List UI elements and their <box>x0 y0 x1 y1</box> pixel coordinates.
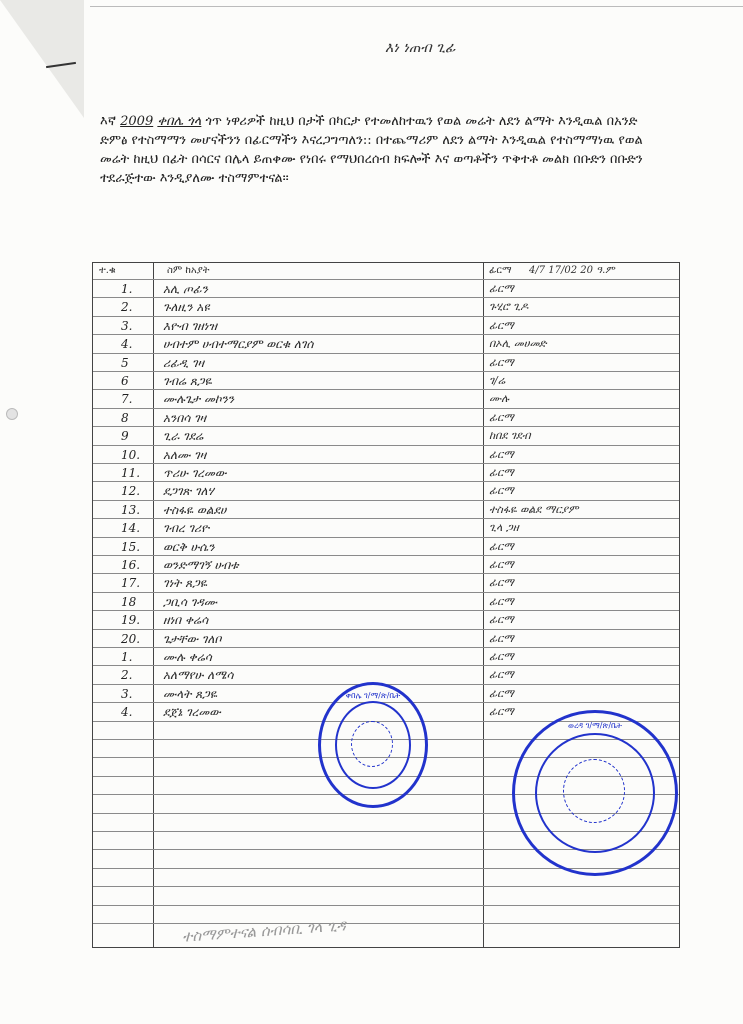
row-signature: ፊርማ <box>489 410 514 424</box>
row-number: 20. <box>121 631 141 646</box>
punch-hole <box>6 408 18 420</box>
table-row <box>93 428 679 446</box>
table-row <box>93 281 679 299</box>
ruled-line <box>93 905 679 906</box>
row-number: 4. <box>121 337 133 352</box>
paragraph-fill-kebele: ቀበሌ ጎላ <box>157 114 202 129</box>
row-signature: ፊርማ <box>489 484 514 498</box>
row-signature: ገ/ሬ <box>489 374 506 387</box>
table-row <box>93 391 679 409</box>
official-stamp-right <box>512 710 678 876</box>
row-name: ወርቅ ሁሴን <box>163 539 215 554</box>
row-number: 18 <box>121 594 137 609</box>
table-row <box>93 318 679 336</box>
row-name: ወንድማገኝ ሀብቱ <box>163 558 239 572</box>
row-signature: በኦሊ መሀመድ <box>489 337 547 351</box>
page-top-edge <box>90 6 743 7</box>
row-name: ሀብተም ሀብተማርያም ወርቁ ለገሰ <box>163 337 314 352</box>
row-name: ገብረ ገሪዮ <box>163 521 210 536</box>
header-handwritten-note: እነ ነጠብ ጊፊ <box>385 40 456 56</box>
row-number: 1. <box>121 650 133 664</box>
row-number: 3. <box>121 686 133 701</box>
stamp-text: ቀበሌ ገ/ማ/ጽ/ቤት <box>345 691 401 700</box>
agreement-paragraph <box>100 112 660 188</box>
row-name: ጌታቸው ገለቦ <box>163 631 222 646</box>
official-stamp-left <box>318 682 428 808</box>
table-row <box>93 502 679 520</box>
row-name: ጥሪሁ ገረመው <box>163 466 227 480</box>
row-signature: ፊርማ <box>489 613 514 627</box>
row-number: 14. <box>121 521 141 536</box>
header-signature-date-note: 4/7 17/02 20 ዓ.ም <box>529 265 615 276</box>
row-name: እዮብ ገዘነዝ <box>163 318 217 333</box>
table-row <box>93 299 679 317</box>
row-number: 10. <box>121 447 141 462</box>
ruled-line <box>93 886 679 887</box>
table-row <box>93 575 679 593</box>
row-number: 4. <box>121 705 133 720</box>
paragraph-prefix: እኛ <box>100 114 116 129</box>
row-signature: ፊርማ <box>489 594 514 608</box>
row-number: 2. <box>121 668 133 683</box>
row-signature: ፊርማ <box>489 631 514 645</box>
paragraph-fill-year: 2009 <box>120 114 154 129</box>
row-number: 15. <box>121 539 141 554</box>
row-name: ሪፊዲ ገዛ <box>163 355 205 370</box>
row-number: 13. <box>121 502 141 517</box>
row-signature: ፊርማ <box>489 668 514 682</box>
row-number: 11. <box>121 466 141 480</box>
table-row <box>93 520 679 538</box>
table-row <box>93 336 679 354</box>
row-name: አለማየሁ ለሜሳ <box>163 668 234 683</box>
table-row <box>93 594 679 612</box>
row-number: 12. <box>121 484 141 499</box>
row-name: አለሙ ገዛ <box>163 447 207 462</box>
header-signature: ፊርማ <box>489 265 512 276</box>
table-row <box>93 667 679 685</box>
row-name: ጋቢሳ ገዳሙ <box>163 594 217 609</box>
table-row <box>93 649 679 667</box>
row-signature: ፊርማ <box>489 576 514 590</box>
row-signature: ፊርማ <box>489 539 514 553</box>
table-row <box>93 557 679 575</box>
row-number: 17. <box>121 576 141 591</box>
row-name: ሙሉጌታ መኮንን <box>163 392 235 407</box>
folded-corner <box>0 0 84 118</box>
header-name: ስም ከአያት <box>167 265 210 276</box>
row-name: ደጋገጽ ገለሃ <box>163 484 214 499</box>
row-name: ደጀኔ ገረመው <box>163 705 221 720</box>
row-number: 7. <box>121 392 133 407</box>
row-signature: ፊርማ <box>489 318 514 332</box>
row-signature: ፊርማ <box>489 558 514 571</box>
footer-handwritten-note: ተስማምተናል ሰብሳቢ ገላ ጊዳ <box>181 916 347 946</box>
stamp-emblem <box>351 721 393 767</box>
row-signature: ፊርማ <box>489 282 514 295</box>
table-row <box>93 373 679 391</box>
row-number: 6 <box>121 374 129 388</box>
table-row <box>93 410 679 428</box>
row-signature: ሙሉ <box>489 392 510 406</box>
row-name: ገብሬ ጸጋዬ <box>163 374 212 388</box>
stamp-emblem <box>563 759 625 823</box>
row-name: ሙላት ጸጋዬ <box>163 686 217 701</box>
row-signature: ፊርማ <box>489 466 514 479</box>
row-signature: ከበደ ገደብ <box>489 429 531 443</box>
ruled-line <box>93 279 679 280</box>
row-name: ገነት ጸጋዬ <box>163 576 207 591</box>
row-signature: ፊርማ <box>489 355 514 369</box>
ruled-line <box>93 923 679 924</box>
row-number: 2. <box>121 300 133 315</box>
row-name: ተስፋዬ ወልደሀ <box>163 502 227 517</box>
table-row <box>93 612 679 630</box>
row-number: 19. <box>121 613 141 628</box>
row-number: 16. <box>121 558 141 572</box>
row-name: አንበሳ ገዛ <box>163 410 207 425</box>
row-signature: ጊላ ጋዘ <box>489 521 519 535</box>
row-number: 5 <box>121 355 129 370</box>
header-no: ተ.ቁ <box>99 265 116 276</box>
row-number: 3. <box>121 318 133 333</box>
row-signature: ተስፋዬ ወልደ ማርያም <box>489 502 579 516</box>
stamp-text: ወረዳ ገ/ማ/ጽ/ቤት <box>568 721 622 730</box>
row-name: ጊራ ገደሬ <box>163 429 204 444</box>
table-row <box>93 539 679 557</box>
table-row <box>93 355 679 373</box>
paragraph-body: ጎጥ ነዋሪዎች ከዚህ በታች በካርታ የተመለከተዉን የወል መሬት ለደን ልማት እንዲዉል በአንድ ድምፅ የተስማማን መሆናችንን በፊርማችን እናረጋግጣለን:: በተጨማሪም ለደን ልማት እንዲዉል የተስማማነዉ የወል መሬት ከዚህ በፊት በሳርና በሌላ ይጠቀሙ የነበሩ የማህበረሰብ ክፍሎች እና ወጣቶችን ጥቅተቶ መልክ በቡድን በቡድን ተደራጅተው እንዲያለሙ ተስማምተናል። <box>100 114 643 186</box>
row-name: አሊ ጦፊን <box>163 282 208 296</box>
row-name: ጉለዚን አዩ <box>163 300 210 315</box>
row-signature: ፊርማ <box>489 650 514 663</box>
row-number: 8 <box>121 410 129 425</box>
table-row <box>93 465 679 483</box>
row-signature: ፊርማ <box>489 705 514 719</box>
row-signature: ፊርማ <box>489 447 514 461</box>
row-number: 1. <box>121 282 133 296</box>
table-row <box>93 483 679 501</box>
table-row <box>93 447 679 465</box>
row-name: ሙሉ ቀሬሳ <box>163 650 212 664</box>
row-name: ዘነበ ቀሬሳ <box>163 613 209 628</box>
row-number: 9 <box>121 429 129 444</box>
table-row <box>93 631 679 649</box>
row-signature: ፊርማ <box>489 686 514 700</box>
row-signature: ጉሂሮ ጊዶ <box>489 300 529 314</box>
